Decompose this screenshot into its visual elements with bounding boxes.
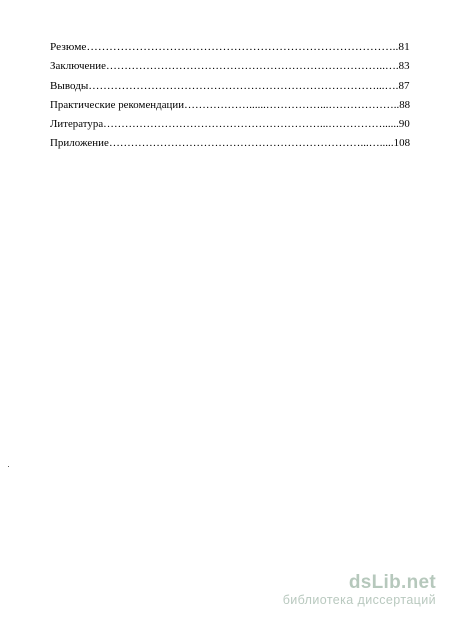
watermark [283,573,436,608]
watermark-logo: dsLib.net [348,572,436,593]
toc-entry-text: Приложение……………………………………………………………...….....108 [50,138,410,150]
toc-entry-text: Практические рекомендации………………......……………...………………..88 [50,99,410,111]
toc-entry-recommendations [50,96,410,115]
toc-entry-text: Литература……………………………………………………...……………......90 [50,119,410,131]
toc-entry-text: Резюме………………………………………………………………………..81 [50,42,410,53]
toc-entry-literature [50,115,410,134]
watermark-subtitle: библиотека диссертаций [282,593,436,607]
scan-speck [8,466,9,467]
table-of-contents [50,38,410,154]
toc-entry-conclusion [50,57,410,76]
toc-entry-resume [50,38,410,57]
toc-entry-text: Выводы……………………………………………………………………...….87 [50,80,410,92]
toc-entry-findings [50,77,410,96]
toc-entry-text: Заключение…………………………………………………………………..….83 [50,61,410,73]
toc-entry-appendix [50,134,410,153]
